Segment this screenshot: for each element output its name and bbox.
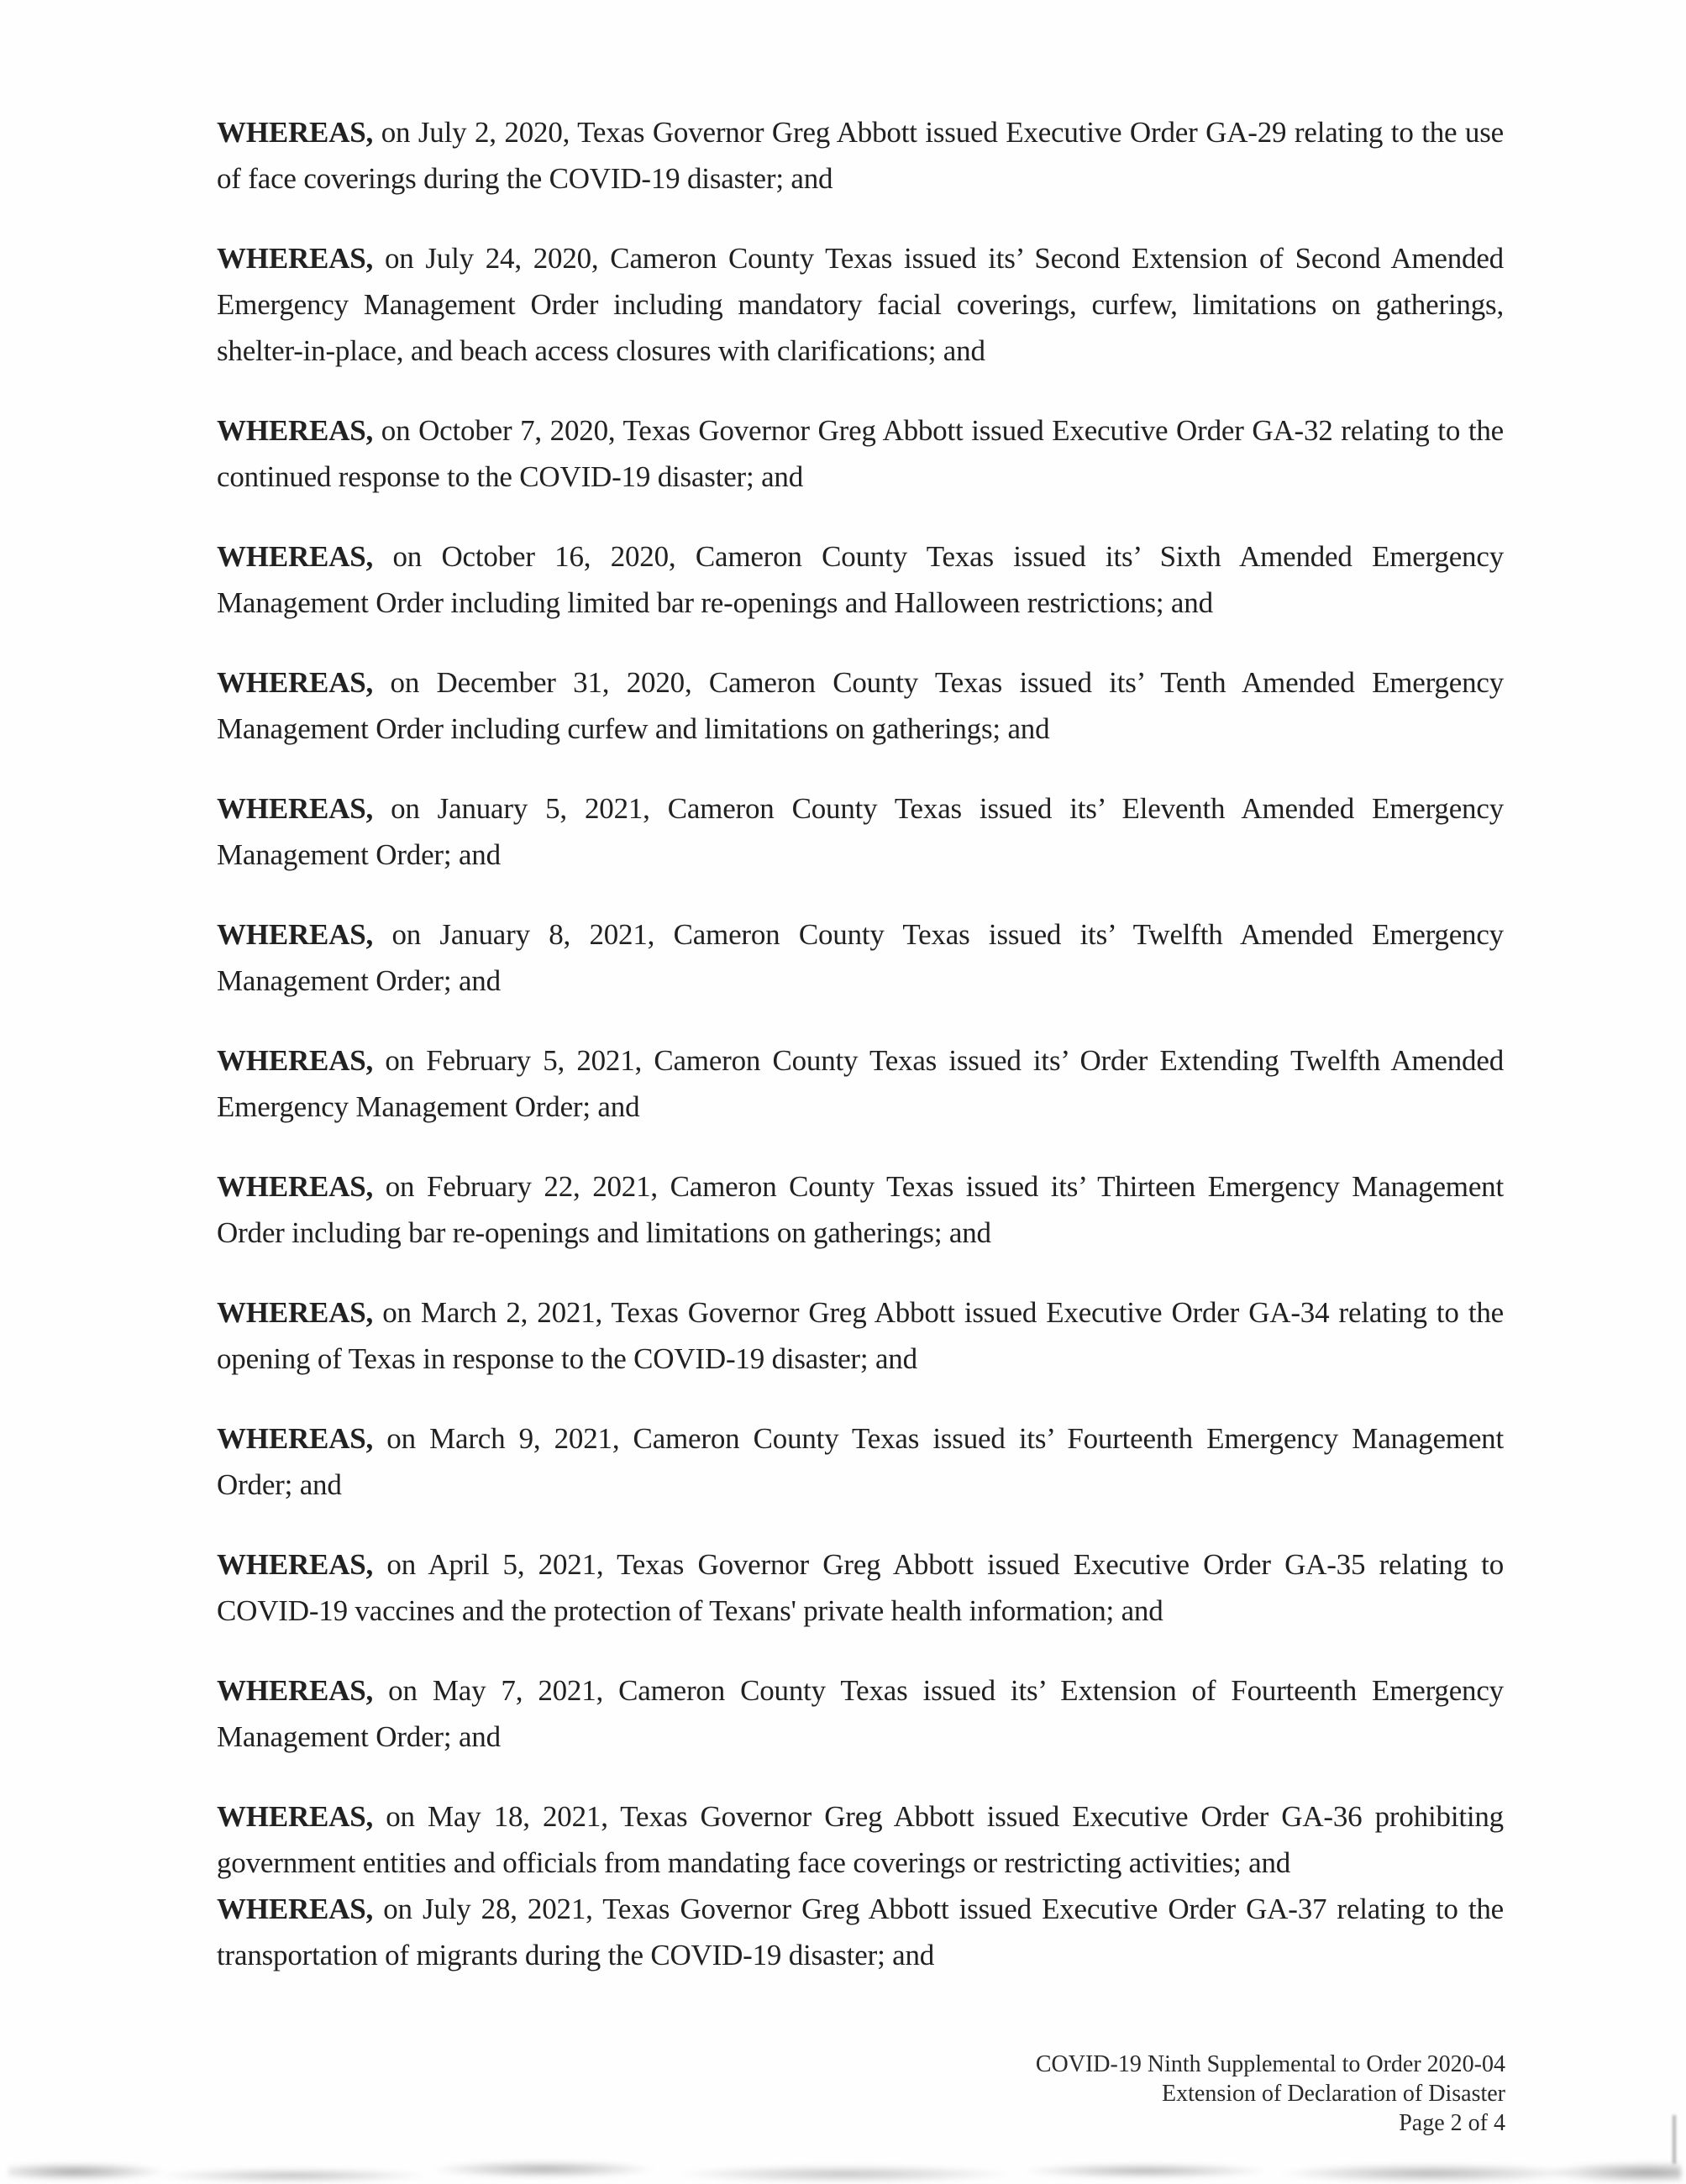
whereas-lead: WHEREAS,: [217, 918, 374, 951]
whereas-text: on July 2, 2020, Texas Governor Greg Abbott issued Executive Order GA-29 relating to the use of face coverings during the COVID-19 disaster; and: [217, 116, 1504, 195]
whereas-text: on May 18, 2021, Texas Governor Greg Abbott issued Executive Order GA-36 prohibiting government entities and officials from mandating face coverings or restricting activities; and: [217, 1800, 1504, 1879]
whereas-lead: WHEREAS,: [217, 1422, 374, 1455]
whereas-lead: WHEREAS,: [217, 242, 374, 275]
whereas-lead: WHEREAS,: [217, 1296, 374, 1329]
whereas-text: on March 2, 2021, Texas Governor Greg Abbott issued Executive Order GA-34 relating to the opening of Texas in response to the COVID-19 disaster; and: [217, 1296, 1504, 1375]
whereas-lead: WHEREAS,: [217, 1170, 374, 1203]
whereas-lead: WHEREAS,: [217, 792, 374, 825]
whereas-lead: WHEREAS,: [217, 1800, 374, 1833]
whereas-text: on February 22, 2021, Cameron County Texas issued its’ Thirteen Emergency Management Order including bar re-openings and limitations on gatherings; and: [217, 1170, 1504, 1249]
page-footer: [1036, 2050, 1505, 2138]
whereas-text: on October 16, 2020, Cameron County Texas issued its’ Sixth Amended Emergency Management Order including limited bar re-openings and Halloween restrictions; and: [217, 540, 1504, 619]
whereas-paragraph: [217, 1667, 1504, 1760]
whereas-paragraph: [217, 1541, 1504, 1634]
whereas-lead: WHEREAS,: [217, 1044, 374, 1077]
whereas-text: on July 24, 2020, Cameron County Texas issued its’ Second Extension of Second Amended Emergency Management Order including mandatory facial coverings, curfew, limitations on gatherings, shelter-in-place, and beach access closures with clarifications; and: [217, 242, 1504, 367]
whereas-paragraph: [217, 1163, 1504, 1256]
scan-artifact-band: [8, 2145, 1681, 2184]
whereas-lead: WHEREAS,: [217, 1548, 374, 1581]
whereas-text: on February 5, 2021, Cameron County Texas issued its’ Order Extending Twelfth Amended Emergency Management Order; and: [217, 1044, 1504, 1123]
whereas-paragraph: [217, 407, 1504, 500]
whereas-text: on April 5, 2021, Texas Governor Greg Abbott issued Executive Order GA-35 relating to COVID-19 vaccines and the protection of Texans' private health information; and: [217, 1548, 1504, 1627]
whereas-text: on January 5, 2021, Cameron County Texas issued its’ Eleventh Amended Emergency Management Order; and: [217, 792, 1504, 871]
whereas-paragraph: [217, 1415, 1504, 1508]
whereas-paragraph: [217, 1886, 1504, 1978]
whereas-lead: WHEREAS,: [217, 116, 374, 149]
whereas-lead: WHEREAS,: [217, 1674, 374, 1707]
clauses: [217, 109, 1504, 2012]
whereas-paragraph: [217, 109, 1504, 202]
footer-subtitle: Extension of Declaration of Disaster: [1162, 2081, 1505, 2107]
whereas-paragraph: [217, 659, 1504, 752]
whereas-lead: WHEREAS,: [217, 414, 374, 447]
whereas-text: on May 7, 2021, Cameron County Texas issued its’ Extension of Fourteenth Emergency Management Order; and: [217, 1674, 1504, 1753]
whereas-text: on October 7, 2020, Texas Governor Greg Abbott issued Executive Order GA-32 relating to the continued response to the COVID-19 disaster; and: [217, 414, 1504, 493]
footer-order-title: COVID-19 Ninth Supplemental to Order 2020-04: [1035, 2051, 1505, 2077]
whereas-lead: WHEREAS,: [217, 540, 374, 573]
whereas-paragraph: [217, 1793, 1504, 1886]
whereas-paragraph: [217, 785, 1504, 878]
whereas-text: on March 9, 2021, Cameron County Texas issued its’ Fourteenth Emergency Management Order; and: [217, 1422, 1504, 1501]
footer-page-number: Page 2 of 4: [1399, 2110, 1505, 2136]
whereas-paragraph: [217, 911, 1504, 1004]
whereas-text: on January 8, 2021, Cameron County Texas issued its’ Twelfth Amended Emergency Management Order; and: [217, 918, 1504, 997]
whereas-paragraph: [217, 1037, 1504, 1130]
whereas-paragraph: [217, 1289, 1504, 1382]
whereas-lead: WHEREAS,: [217, 1893, 374, 1925]
whereas-text: on July 28, 2021, Texas Governor Greg Abbott issued Executive Order GA-37 relating to the transportation of migrants during the COVID-19 disaster; and: [217, 1893, 1504, 1971]
whereas-paragraph: [217, 235, 1504, 374]
whereas-paragraph: [217, 533, 1504, 626]
whereas-text: on December 31, 2020, Cameron County Texas issued its’ Tenth Amended Emergency Management Order including curfew and limitations on gatherings; and: [217, 666, 1504, 745]
whereas-lead: WHEREAS,: [217, 666, 374, 699]
scan-artifact-tick: [1673, 2115, 1676, 2164]
